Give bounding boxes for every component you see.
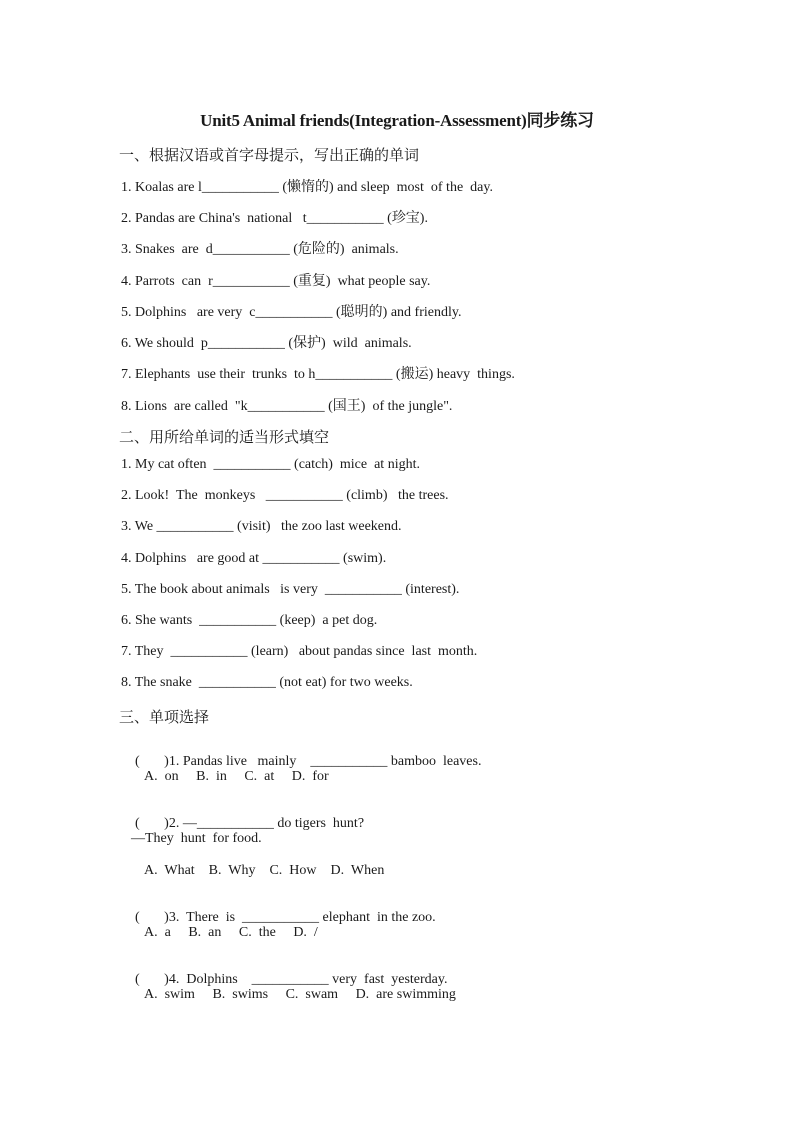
section1-item: 6. We should p___________ (保护) wild animals. bbox=[121, 336, 412, 351]
section2-heading: 二、用所给单词的适当形式填空 bbox=[119, 430, 330, 446]
section2-item: 7. They ___________ (learn) about pandas since last month. bbox=[121, 644, 478, 659]
section2-item: 4. Dolphins are good at ___________ (swim). bbox=[121, 551, 387, 566]
section3-heading: 三、单项选择 bbox=[119, 710, 210, 726]
question-text: 2. —___________ do tigers hunt? bbox=[168, 816, 365, 831]
answer-paren: ( ) bbox=[135, 910, 169, 925]
answer-paren: ( ) bbox=[135, 816, 169, 831]
section1-item: 3. Snakes are d___________ (危险的) animals. bbox=[121, 242, 399, 257]
section2-item: 2. Look! The monkeys ___________ (climb) the trees. bbox=[121, 488, 449, 503]
answer-paren: ( ) bbox=[135, 754, 169, 769]
section2-item: 8. The snake ___________ (not eat) for two weeks. bbox=[121, 675, 413, 690]
section1-item: 1. Koalas are l___________ (懒惰的) and sleep most of the day. bbox=[121, 180, 493, 195]
section1-item: 4. Parrots can r___________ (重复) what people say. bbox=[121, 274, 431, 289]
section1-item: 2. Pandas are China's national t___________ (珍宝). bbox=[121, 211, 428, 226]
question-text: 1. Pandas live mainly ___________ bamboo leaves. bbox=[168, 754, 482, 769]
page-title: Unit5 Animal friends(Integration-Assessment)同步练习 bbox=[200, 111, 594, 130]
question-2-options: A. What B. Why C. How D. When bbox=[144, 863, 385, 878]
section2-item: 5. The book about animals is very ___________ (interest). bbox=[121, 582, 460, 597]
section1-item: 7. Elephants use their trunks to h___________ (搬运) heavy things. bbox=[121, 367, 515, 382]
section2-item: 1. My cat often ___________ (catch) mice at night. bbox=[121, 457, 420, 472]
section2-item: 3. We ___________ (visit) the zoo last weekend. bbox=[121, 519, 402, 534]
section1-item: 8. Lions are called "k___________ (国王) of the jungle". bbox=[121, 399, 453, 414]
section1-item: 5. Dolphins are very c___________ (聪明的) and friendly. bbox=[121, 305, 462, 320]
section1-heading: 一、根据汉语或首字母提示，写出正确的单词 bbox=[119, 148, 420, 164]
section2-item: 6. She wants ___________ (keep) a pet dog. bbox=[121, 613, 378, 628]
answer-paren: ( ) bbox=[135, 972, 169, 987]
question-4-options: A. swim B. swims C. swam D. are swimming bbox=[144, 987, 456, 1002]
question-2-reply: —They hunt for food. bbox=[131, 831, 262, 846]
question-text: 4. Dolphins ___________ very fast yesterday. bbox=[168, 972, 448, 987]
question-text: 3. There is ___________ elephant in the zoo. bbox=[168, 910, 436, 925]
question-3-options: A. a B. an C. the D. / bbox=[144, 925, 318, 940]
question-1-options: A. on B. in C. at D. for bbox=[144, 769, 329, 784]
